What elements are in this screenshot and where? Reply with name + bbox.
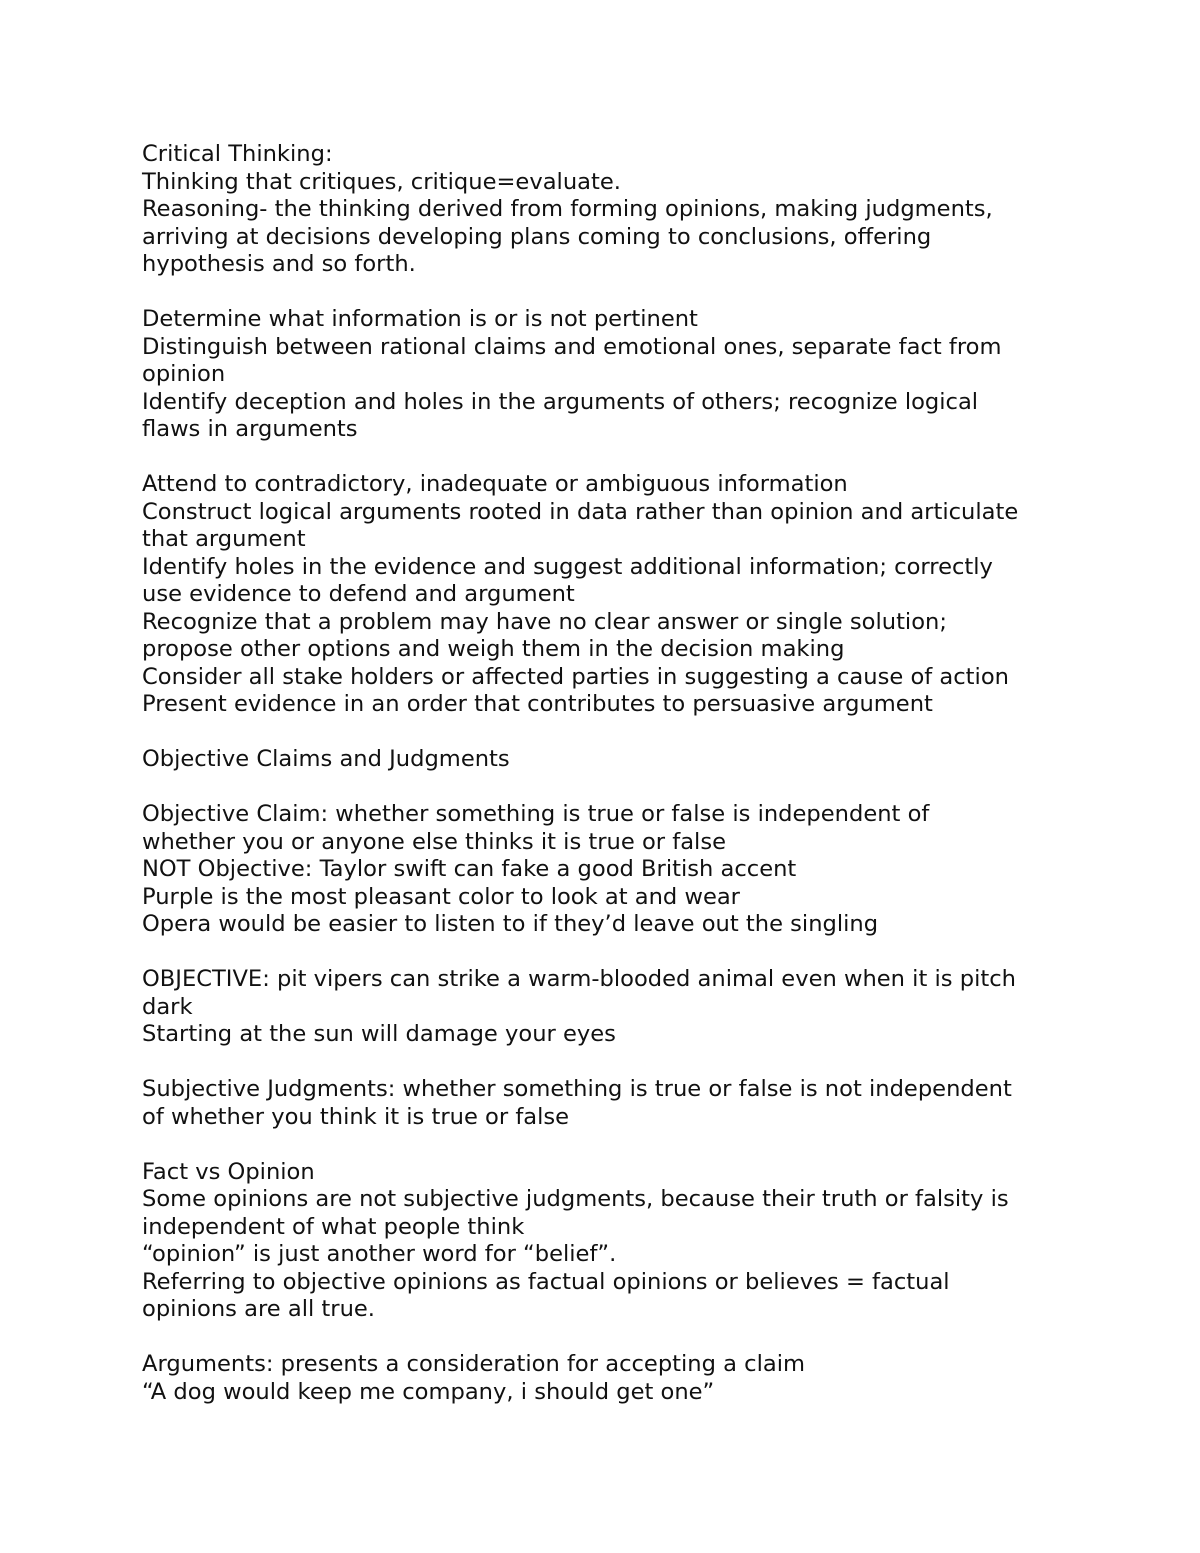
text-line: that argument [142,526,306,552]
text-line: Thinking that critiques, critique=evaluate. [142,168,621,195]
text-line: hypothesis and so forth. [142,251,416,277]
blank-line [142,1324,1072,1352]
text-line: Construct logical arguments rooted in data rather than opinion and articulate [142,498,1019,525]
blank-line [142,1131,1072,1159]
text-line: “opinion” is just another word for “belief”. [142,1241,617,1267]
text-line: Identify deception and holes in the arguments of others; recognize logical [142,388,979,415]
text-line: opinion [142,361,226,387]
blank-line [142,719,1072,747]
text-line: Present evidence in an order that contributes to persuasive argument [142,691,933,717]
text-line: Arguments: presents a consideration for accepting a claim [142,1351,805,1377]
text-line: Consider all stake holders or affected parties in suggesting a cause of action [142,663,1009,690]
text-line: Determine what information is or is not pertinent [142,306,698,332]
text-line: Some opinions are not subjective judgments, because their truth or falsity is [142,1186,1009,1212]
text-line: propose other options and weigh them in the decision making [142,636,845,662]
text-line: of whether you think it is true or false [142,1103,570,1130]
text-line: NOT Objective: Taylor swift can fake a good British accent [142,856,797,882]
text-line: Referring to objective opinions as factual opinions or believes = factual [142,1268,950,1295]
text-line: Objective Claim: whether something is true or false is independent of [142,801,930,827]
text-line: Critical Thinking: [142,141,333,167]
text-line: Opera would be easier to listen to if they’d leave out the singling [142,911,879,937]
text-line: Distinguish between rational claims and emotional ones, separate fact from [142,333,1002,360]
text-line: “A dog would keep me company, i should get one” [142,1378,715,1405]
text-line: Fact vs Opinion [142,1158,315,1185]
text-line: flaws in arguments [142,416,358,442]
blank-line [142,774,1072,802]
text-line: Attend to contradictory, inadequate or ambiguous information [142,471,848,497]
text-line: whether you or anyone else thinks it is true or false [142,828,726,855]
text-line: opinions are all true. [142,1296,375,1322]
text-line: arriving at decisions developing plans coming to conclusions, offering [142,223,932,250]
blank-line [142,279,1072,307]
text-line: dark [142,993,193,1020]
document-body [142,141,1072,1406]
text-line: Subjective Judgments: whether something is true or false is not independent [142,1076,1012,1102]
text-line: Identify holes in the evidence and suggest additional information; correctly [142,553,993,580]
blank-line [142,1049,1072,1077]
text-line: Purple is the most pleasant color to look at and wear [142,883,740,910]
text-line: independent of what people think [142,1213,525,1240]
text-line: Starting at the sun will damage your eyes [142,1021,616,1047]
text-line: Reasoning- the thinking derived from forming opinions, making judgments, [142,196,993,222]
text-line: Objective Claims and Judgments [142,746,510,772]
blank-line [142,444,1072,472]
text-line: Recognize that a problem may have no clear answer or single solution; [142,608,947,635]
text-line: OBJECTIVE: pit vipers can strike a warm-blooded animal even when it is pitch [142,966,1016,992]
text-line: use evidence to defend and argument [142,581,575,607]
blank-line [142,939,1072,967]
